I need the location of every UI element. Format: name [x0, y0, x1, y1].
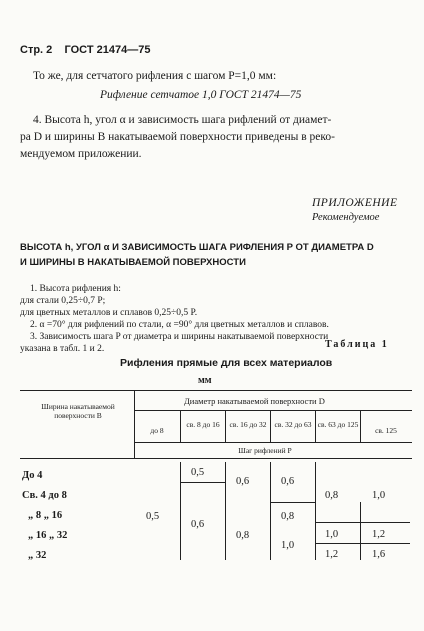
row-label-1: До 4 [22, 470, 43, 481]
appendix-title: ПРИЛОЖЕНИЕ [312, 197, 398, 209]
pitch-header-cell: Шаг рифлений P [238, 446, 292, 455]
header-bottom-rule [20, 458, 412, 459]
table-title: Рифления прямые для всех материалов [120, 357, 333, 369]
item4-line1: 4. Высота h, угол α и зависимость шага рифлений от диамет- [33, 114, 332, 126]
col-header-5: св. 63 до 125 [317, 420, 359, 429]
row-label-5: „ 32 [28, 550, 47, 561]
val-c2a: 0,5 [191, 467, 205, 478]
val-c3a: 0,6 [236, 476, 250, 487]
columns-rule [134, 442, 412, 443]
col-divider-4 [315, 410, 316, 442]
note-1a: для стали 0,25÷0,7 P; [20, 296, 106, 306]
row-header-cell: Ширина накатываемой поверхности B [41, 402, 115, 420]
row-label-2: Св. 4 до 8 [22, 490, 67, 501]
section-title-line2: И ШИРИНЫ B НАКАТЫВАЕМОЙ ПОВЕРХНОСТИ [20, 257, 246, 268]
col-header-2: св. 8 до 16 [186, 420, 220, 429]
body-step-4 [315, 543, 410, 544]
note-3b: указана в табл. 1 и 2. [20, 344, 105, 354]
diam-header-cell: Диаметр накатываемой поверхности D [184, 396, 325, 406]
val-c4a: 0,6 [281, 476, 295, 487]
intro-line: То же, для сетчатого рифления с шагом P=1,0 мм: [33, 70, 277, 82]
designation-example: Рифление сетчатое 1,0 ГОСТ 21474—75 [100, 89, 302, 101]
section-title-line1: ВЫСОТА h, УГОЛ α И ЗАВИСИМОСТЬ ШАГА РИФЛЕНИЯ P ОТ ДИАМЕТРА D [20, 242, 374, 253]
col-divider-5 [360, 410, 361, 442]
standard-code: ГОСТ 21474—75 [64, 44, 151, 56]
item4-line2: ра D и ширины B накатываемой поверхности приведены в реко- [20, 131, 335, 143]
note-3a: 3. Зависимость шага P от диаметра и ширины накатываемой поверхности [30, 332, 329, 342]
table-unit: мм [198, 375, 212, 386]
note-1: 1. Высота рифления h: [30, 284, 121, 294]
note-1b: для цветных металлов и сплавов 0,25÷0,5 P. [20, 308, 198, 318]
note-2: 2. α =70° для рифлений по стали, α =90° для цветных металлов и сплавов. [30, 320, 329, 330]
body-line-v3 [270, 462, 271, 560]
page-number: Стр. 2 [20, 44, 53, 56]
val-c2b: 0,6 [191, 519, 205, 530]
col-header-6: св. 125 [375, 426, 397, 435]
val-c6a: 1,0 [372, 490, 386, 501]
row-label-3: „ 8 „ 16 [28, 510, 63, 521]
val-c5b: 1,0 [325, 529, 339, 540]
body-line-v1 [180, 462, 181, 560]
body-line-v2 [225, 462, 226, 560]
row-label-4: „ 16 „ 32 [28, 530, 68, 541]
row-header-divider [134, 390, 135, 458]
val-c5a: 0,8 [325, 490, 339, 501]
col-header-1: до 8 [150, 426, 164, 435]
page-header [20, 44, 150, 56]
col-divider-2 [225, 410, 226, 442]
body-step-2 [270, 502, 315, 503]
body-line-v5 [360, 502, 361, 560]
body-line-v4 [315, 462, 316, 560]
col-header-3: св. 16 до 32 [229, 420, 267, 429]
col-divider-1 [180, 410, 181, 442]
col-header-4: св. 32 до 63 [274, 420, 312, 429]
table-top-rule [20, 390, 412, 391]
appendix-subtitle: Рекомендуемое [312, 212, 380, 223]
val-c4c: 1,0 [281, 540, 295, 551]
val-c1: 0,5 [146, 511, 160, 522]
col-divider-3 [270, 410, 271, 442]
val-c4b: 0,8 [281, 511, 295, 522]
body-step-3 [315, 522, 410, 523]
table-label: Таблица 1 [325, 339, 389, 350]
val-c6b: 1,2 [372, 529, 386, 540]
val-c5c: 1,2 [325, 549, 339, 560]
body-step-1 [180, 482, 225, 483]
diam-header-rule [134, 410, 412, 411]
val-c6c: 1,6 [372, 549, 386, 560]
item4-line3: мендуемом приложении. [20, 148, 142, 160]
val-c3b: 0,8 [236, 530, 250, 541]
